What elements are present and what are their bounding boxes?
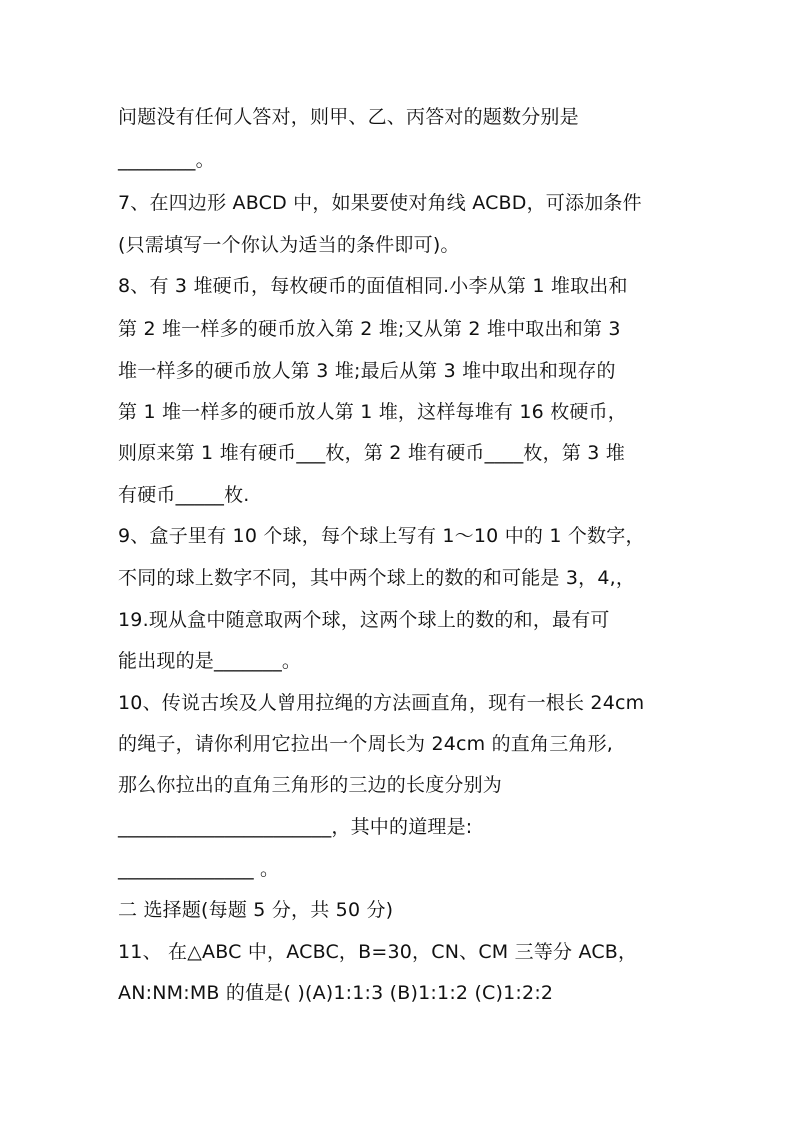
text-line-q7-cont: (只需填写一个你认为适当的条件即可)。 [118, 234, 460, 256]
text-line-q9-cont-3: 能出现的是_______。 [118, 650, 302, 672]
text-line-q10-cont-1: 的绳子，请你利用它拉出一个周长为 24cm 的直角三角形, [118, 733, 614, 755]
text-line-q9-cont-1: 不同的球上数字不同，其中两个球上的数的和可能是 3，4,， [118, 567, 636, 589]
text-line-q8-cont-4: 则原来第 1 堆有硬币___枚，第 2 堆有硬币____枚，第 3 堆 [118, 442, 626, 464]
text-line-q11: 11、 在△ABC 中，ACBC，B=30，CN、CM 三等分 ACB， [118, 941, 638, 963]
text-line-q10: 10、传说古埃及人曾用拉绳的方法画直角，现有一根长 24cm [118, 692, 645, 714]
text-line-q11-options: AN:NM:MB 的值是( )(A)1:1:3 (B)1:1:2 (C)1:2:2 [118, 982, 554, 1004]
text-line-q8-cont-5: 有硬币_____枚. [118, 484, 250, 506]
text-line-q8-cont-3: 第 1 堆一样多的硬币放人第 1 堆，这样每堆有 16 枚硬币， [118, 401, 627, 423]
text-line-q7: 7、在四边形 ABCD 中，如果要使对角线 ACBD，可添加条件 [118, 192, 642, 214]
text-line-q8-cont-2: 堆一样多的硬币放人第 3 堆;最后从第 3 堆中取出和现存的 [118, 360, 616, 382]
text-line-q9: 9、盒子里有 10 个球，每个球上写有 1～10 中的 1 个数字， [118, 525, 645, 547]
section-heading-choice: 二 选择题(每题 5 分，共 50 分) [118, 899, 394, 921]
text-line-q10-cont-2: 那么你拉出的直角三角形的三边的长度分别为 [118, 774, 503, 796]
text-line-q8: 8、有 3 堆硬币，每枚硬币的面值相同.小李从第 1 堆取出和 [118, 275, 628, 297]
text-line-q10-cont-4: ______________ 。 [118, 858, 280, 880]
text-line-q10-cont-3: ______________________，其中的道理是: [118, 816, 473, 838]
text-line-q6-blank: ________。 [118, 149, 215, 171]
text-line-q9-cont-2: 19.现从盒中随意取两个球，这两个球上的数的和，最有可 [118, 609, 610, 631]
text-line-q6-end: 问题没有任何人答对，则甲、乙、丙答对的题数分别是 [118, 106, 579, 128]
text-line-q8-cont-1: 第 2 堆一样多的硬币放入第 2 堆;又从第 2 堆中取出和第 3 [118, 318, 621, 340]
